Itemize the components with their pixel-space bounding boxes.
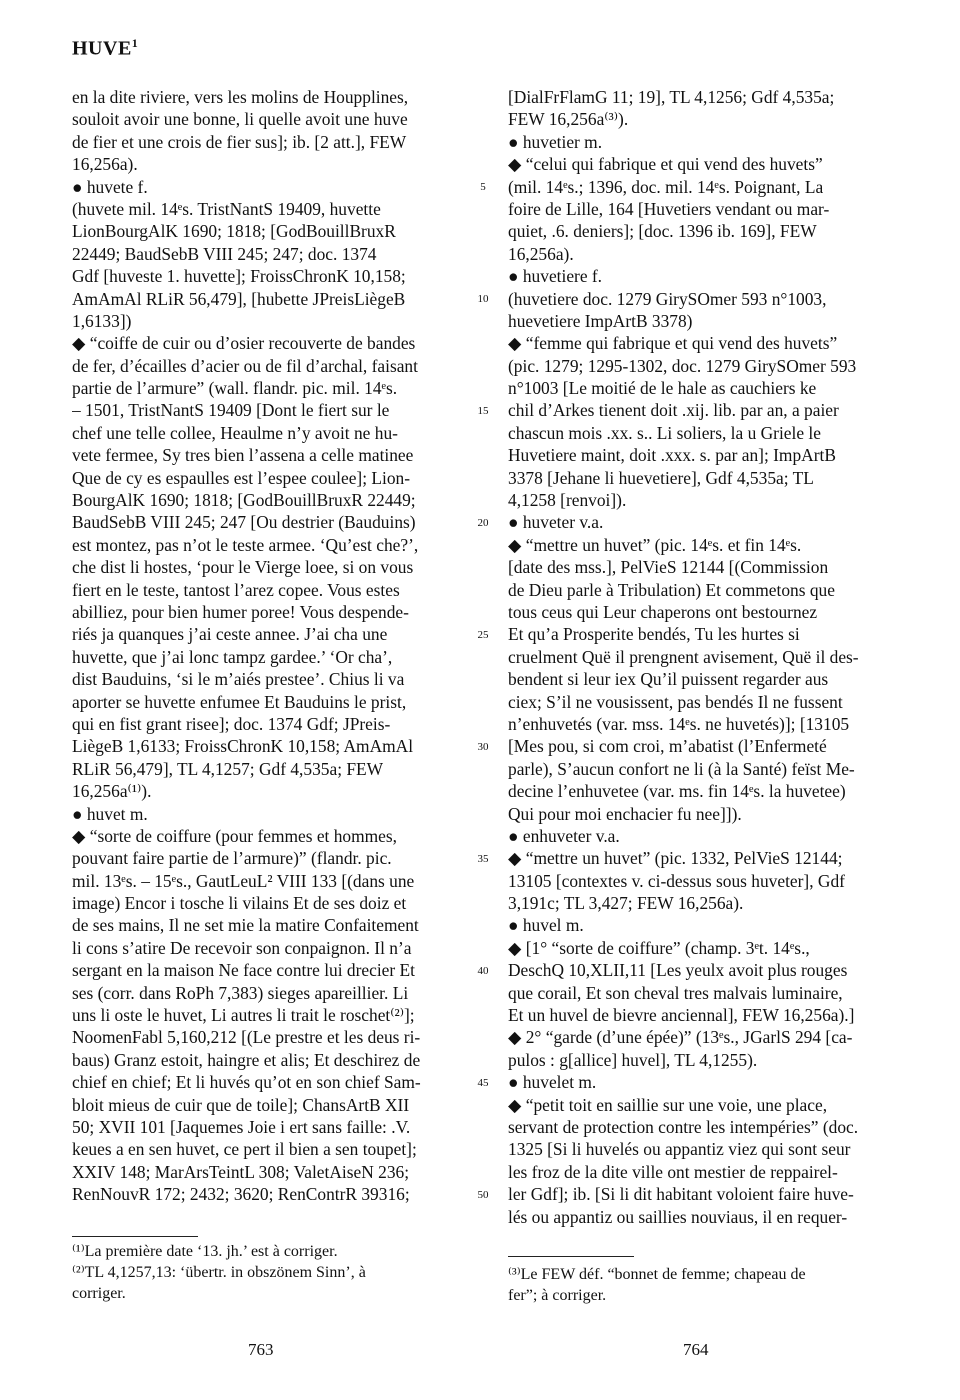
text-line: ● enhuveter v.a.: [508, 825, 620, 846]
footnotes-right: [508, 1264, 898, 1306]
page-number-right: 764: [683, 1340, 709, 1359]
text-line: bloit mieus de cuir que de toile]; ChansArtB XII: [72, 1094, 410, 1115]
footnotes-left: [72, 1241, 462, 1304]
text-line: souloit avoir une bonne, li quelle avoit une huve: [72, 109, 408, 130]
text-line: 16,256a).: [508, 243, 574, 264]
text-line: que corail, Et son cheval tres malvais luminaire,: [508, 982, 843, 1003]
text-line: dist Bauduins, ‘si le m’aiés prestee’. Chius li va: [72, 669, 405, 690]
text-line: baus) Granz estoit, haingre et alis; Et deschirez de: [72, 1049, 421, 1070]
text-line: keues a en sen huvet, ce pert il bien a sen toupet];: [72, 1139, 417, 1160]
text-line: de ses mains, Il ne set mie la matire Confaitement: [72, 915, 419, 936]
header-title: HUVE: [72, 37, 132, 60]
text-line: Et qu’a Prosperite bendés, Tu les hurtes si: [508, 624, 800, 645]
text-line: ◆ 2° “garde (d’une épée)” (13ᵉs., JGarlS 294 [ca-: [508, 1027, 853, 1048]
text-line: BaudSebB VIII 245; 247 [Ou destrier (Bauduins): [72, 512, 416, 533]
text-line: 22449; BaudSebB VIII 245; 247; doc. 1374: [72, 243, 377, 264]
text-line: vete fermee, Sy tres bien l’assena a celle matinee: [72, 445, 414, 466]
right-column: [508, 86, 890, 1228]
text-line: ● huvetiere f.: [508, 266, 603, 287]
line-number: 35: [477, 852, 489, 865]
text-line: Qui pour moi enchacier fu nee]]).: [508, 803, 742, 824]
text-line: ◆ “petit toit en saillie sur une voie, une place,: [508, 1094, 828, 1115]
text-line: tous ceus qui Leur chaperons ont bestournez: [508, 601, 818, 622]
text-line: DeschQ 10,XLII,11 [Les yeulx avoit plus rouges: [508, 960, 848, 981]
text-line: ● huvel m.: [508, 915, 584, 936]
text-line: XXIV 148; MarArsTeintL 308; ValetAiseN 236;: [72, 1161, 410, 1182]
text-line: 13105 [contextes v. ci-dessus sous huveter], Gdf: [508, 870, 845, 891]
text-line: en la dite riviere, vers les molins de Houpplines,: [72, 87, 409, 107]
text-line: n’enhuvetés (var. mss. 14ᵉs. ne huvetés)]; [13105: [508, 713, 850, 734]
text-line: 50; XVII 101 [Jaquemes Joie i ert sans faille: .V.: [72, 1116, 411, 1137]
line-number: 10: [477, 292, 489, 305]
text-line: NoomenFabl 5,160,212 [(Le prestre et les deus ri-: [72, 1027, 421, 1048]
text-line: chief en chief; Et li huvés qu’ot en son chief Sam-: [72, 1072, 421, 1093]
text-line: Et un huvel de bievre anciennal], FEW 16,256a).]: [508, 1005, 855, 1026]
text-line: partie de l’armure” (wall. flandr. pic. mil. 14ᵉs.: [72, 378, 398, 399]
footnote-line: ⁽¹⁾La première date ‘13. jh.’ est à corriger.: [72, 1243, 338, 1260]
text-line: sergant en la maison Ne face contre lui drecier Et: [72, 960, 415, 981]
text-line: Gdf [huveste 1. huvette]; FroissChronK 10,158;: [72, 266, 406, 287]
text-line: li cons s’atire De recevoir son conpaignon. Il n’a: [72, 937, 412, 958]
text-line: bendent si leur iex Qu’il puissent regarder aus: [508, 669, 829, 690]
text-line: quiet, .6. deniers]; [doc. 1396 ib. 169], FEW: [508, 221, 817, 242]
text-line: ses (corr. dans RoPh 7,383) sieges apareillier. Li: [72, 982, 409, 1003]
text-line: image) Encor i tosche li vilains Et de ses doiz et: [72, 893, 407, 914]
line-number: 15: [477, 404, 489, 417]
text-line: huevetiere ImpArtB 3378): [508, 310, 693, 331]
text-line: chef une telle collee, Heaulme n’y avoit ne hu-: [72, 422, 398, 443]
text-line: 4,1258 [renvoi]).: [508, 490, 627, 511]
text-line: decine l’enhuvetee (var. ms. fin 14ᵉs. la huvetee): [508, 781, 846, 802]
text-line: ◆ “femme qui fabrique et qui vend des huvets”: [508, 333, 838, 354]
text-line: abilliez, pour bien humer poree! Vous despende-: [72, 601, 409, 622]
text-line: BourgAlK 1690; 1818; [GodBouillBruxR 22449;: [72, 490, 416, 511]
text-line: de Dieu parle à Tribulation) Et commetons que: [508, 579, 835, 600]
text-line: uns li oste le huvet, Li autres li trait le roschet⁽²⁾];: [72, 1005, 415, 1026]
line-number: 5: [480, 180, 486, 193]
text-line: FEW 16,256a⁽³⁾).: [508, 109, 629, 130]
line-number: 20: [477, 516, 489, 529]
text-line: qui en fist grant risee]; doc. 1374 Gdf; JPreis-: [72, 713, 391, 734]
text-line: ◆ “mettre un huvet” (pic. 1332, PelVieS 12144;: [508, 848, 843, 869]
text-line: ◆ [1° “sorte de coiffure” (champ. 3ᵉt. 14ᵉs.,: [508, 937, 810, 958]
footnote-line: corriger.: [72, 1285, 126, 1302]
text-line: 16,256a).: [72, 154, 138, 175]
text-line: (pic. 1279; 1295-1302, doc. 1279 GirySOmer 593: [508, 355, 857, 376]
page-header: [72, 36, 138, 61]
line-number: 50: [477, 1188, 489, 1201]
text-line: ciex; S’il ne vousissent, pas bendés Il ne fussent: [508, 691, 843, 712]
line-number: 40: [477, 964, 489, 977]
text-line: chil d’Arkes tienent doit .xij. lib. par an, a paier: [508, 400, 839, 421]
left-column: [72, 86, 455, 1206]
text-line: ler Gdf]; ib. [Si li dit habitant voloient faire huve-: [508, 1184, 854, 1205]
text-line: pulos : g[allice] huvel], TL 4,1255).: [508, 1049, 758, 1070]
text-line: huvette, que j’ai lonc tampz gardee.’ ‘Or cha’,: [72, 646, 393, 667]
footnote-rule-right: [508, 1256, 634, 1257]
text-line: AmAmAl RLiR 56,479], [hubette JPreisLiègeB: [72, 288, 406, 309]
header-superscript: 1: [131, 36, 139, 50]
text-line: mil. 13ᵉs. – 15ᵉs., GautLeuL² VIII 133 [(dans une: [72, 870, 415, 891]
line-number: 30: [477, 740, 489, 753]
text-line: de fier et une crois de fier sus]; ib. [2 att.], FEW: [72, 131, 407, 152]
text-line: 3378 [Jehane li huevetiere], Gdf 4,535a; TL: [508, 467, 814, 488]
text-line: riés ja quanques j’ai ceste annee. J’ai cha une: [72, 624, 388, 645]
text-line: (huvete mil. 14ᵉs. TristNantS 19409, huvette: [72, 198, 381, 219]
text-line: fiert en le teste, tantost l’arez copee. Vous estes: [72, 579, 400, 600]
text-line: ◆ “coiffe de cuir ou d’osier recouverte de bandes: [72, 333, 416, 354]
line-number: 45: [477, 1076, 489, 1089]
text-line: lés ou appantiz ou saillies nouviaus, il en requer-: [508, 1206, 848, 1227]
text-line: LionBourgAlK 1690; 1818; [GodBouillBruxR: [72, 221, 396, 242]
line-number: 25: [477, 628, 489, 641]
text-line: LiègeB 1,6133; FroissChronK 10,158; AmAmAl: [72, 736, 414, 757]
text-line: RenNouvR 172; 2432; 3620; RenContrR 39316;: [72, 1184, 410, 1205]
page-number-left: 763: [248, 1340, 274, 1359]
text-line: RLiR 56,479], TL 4,1257; Gdf 4,535a; FEW: [72, 758, 384, 779]
footnote-line: ⁽³⁾Le FEW déf. “bonnet de femme; chapeau de: [508, 1266, 806, 1283]
text-line: aporter se huvette enfumee Et Bauduins le prist,: [72, 691, 407, 712]
text-line: [Mes pou, si com croi, m’abatist (l’Enfermeté: [508, 736, 827, 757]
text-line: ● huvet m.: [72, 803, 148, 824]
text-line: ◆ “sorte de coiffure (pour femmes et hommes,: [72, 825, 398, 846]
text-line: servant de protection contre les intempéries” (doc.: [508, 1116, 859, 1137]
text-line: n°1003 [Le moitié de le hale as cauchiers ke: [508, 378, 817, 399]
text-line: 3,191c; TL 3,427; FEW 16,256a).: [508, 893, 744, 914]
text-line: ● huveter v.a.: [508, 512, 604, 533]
text-line: ● huvelet m.: [508, 1072, 597, 1093]
text-line: [DialFrFlamG 11; 19], TL 4,1256; Gdf 4,535a;: [508, 87, 835, 107]
text-line: – 1501, TristNantS 19409 [Dont le fiert sur le: [72, 400, 390, 421]
text-line: 1325 [Si li huvelés ou appantiz viez qui sont seur: [508, 1139, 851, 1160]
text-line: (huvetiere doc. 1279 GirySOmer 593 n°1003,: [508, 288, 827, 309]
footnote-rule-left: [72, 1236, 198, 1237]
text-line: (mil. 14ᵉs.; 1396, doc. mil. 14ᵉs. Poignant, La: [508, 176, 824, 197]
text-line: Que de cy es espaulles est l’espee coulee]; Lion-: [72, 467, 411, 488]
text-line: 1,6133]): [72, 310, 132, 331]
text-line: [date des mss.], PelVieS 12144 [(Commission: [508, 557, 829, 578]
footnote-line: fer”; à corriger.: [508, 1287, 607, 1304]
text-line: Huvetiere maint, doit .xxx. s. par an]; ImpArtB: [508, 445, 836, 466]
text-line: ● huvetier m.: [508, 131, 603, 152]
text-line: cruelment Quë il prengnent avisement, Quë il des-: [508, 646, 859, 667]
text-line: ● huvete f.: [72, 176, 148, 197]
text-line: foire de Lille, 164 [Huvetiers vendant ou mar-: [508, 198, 830, 219]
text-line: ◆ “celui qui fabrique et qui vend des huvets”: [508, 154, 823, 175]
text-line: che dist li hostes, ‘pour le Vierge loee, si on vous: [72, 557, 414, 578]
text-line: est montez, pas n’ot le teste armee. ‘Qu’est che?’,: [72, 534, 419, 555]
text-line: 16,256a⁽¹⁾).: [72, 781, 152, 802]
text-line: les froz de la dite ville ont mestier de reppairel-: [508, 1161, 838, 1182]
text-line: pouvant faire partie de l’armure)” (flandr. pic.: [72, 848, 392, 869]
text-line: de fer, d’écailles d’acier ou de fil d’archal, faisant: [72, 355, 418, 376]
footnote-line: ⁽²⁾TL 4,1257,13: ‘übertr. in obszönem Sinn’, à: [72, 1264, 366, 1281]
text-line: parle), S’aucun confort ne li (à la Santé) feïst Me-: [508, 758, 855, 779]
text-line: chascun mois .xx. s.. Li soliers, la u Griele le: [508, 422, 821, 443]
text-line: ◆ “mettre un huvet” (pic. 14ᵉs. et fin 14ᵉs.: [508, 534, 802, 555]
